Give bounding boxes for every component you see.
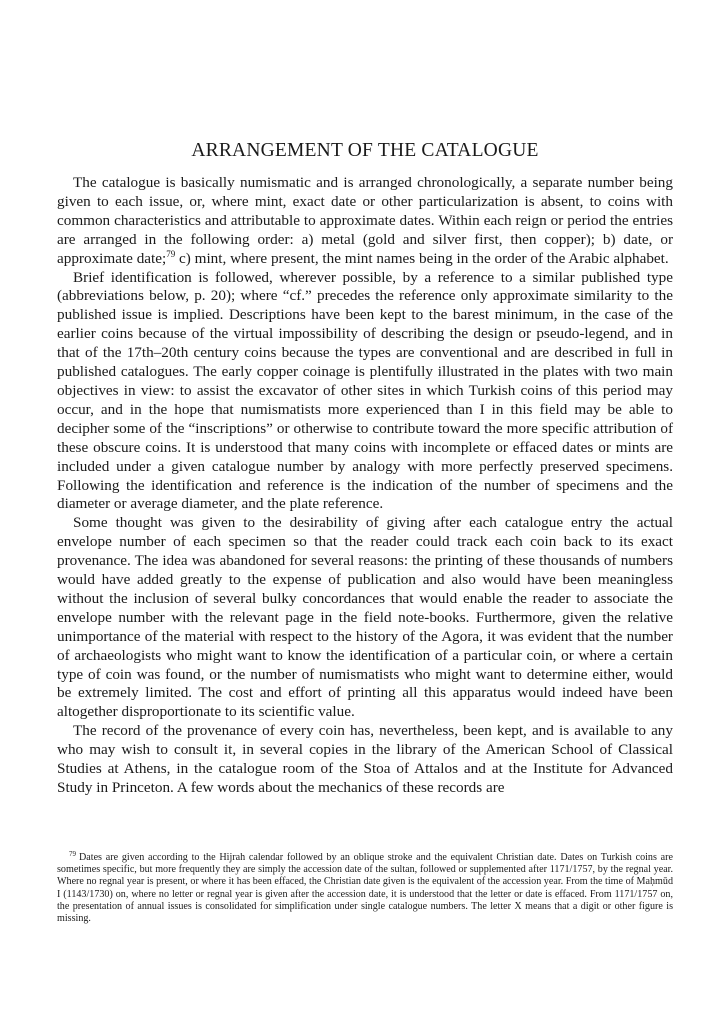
paragraph-1 <box>57 174 673 269</box>
footnote <box>57 849 673 925</box>
paragraph-4: The record of the provenance of every coin has, nevertheless, been kept, and is available to any who may wish to consult it, in several copies in the library of the American School of Classical Studies at Athens, in the catalogue room of the Stoa of Attalos and at the Institute for Advanced Study in Princeton. A few words about the mechanics of these records are <box>57 722 673 796</box>
paragraph-3: Some thought was given to the desirability of giving after each catalogue entry the actual envelope number of each specimen so that the reader could track each coin back to its exact provenance. The idea was abandoned for several reasons: the printing of these thousands of numbers would have added greatly to the expense of publication and also would have been meaningless without the inclusion of several bulky concordances that would enable the reader to associate the envelope number with the relevant page in the field note-books. Furthermore, given the relative unimportance of the material with respect to the history of the Agora, it was evident that the number of archaeologists who might want to know the identification of a particular coin, or where a certain type of coin was found, or the number of numismatists who might want to determine either, would be extremely limited. The cost and effort of printing all this apparatus would indeed have been altogether disproportionate to its scientific value. <box>57 514 673 721</box>
footnote-reference[interactable]: 79 <box>166 248 176 259</box>
footnotes-section <box>57 849 673 925</box>
footnote-text: Dates are given according to the Hijrah calendar followed by an oblique stroke and the equivalent Christian date. Dates on Turkish coins are sometimes specific, but more frequently they are simply the accession date of the sultan, followed or supplemented after 1171/1757, by the regnal year. Where no regnal year is present, or where it has been effaced, the Christian date given is the equivalent of the accession year. From the time of Maḥmūd I (1143/1730) on, where no letter or regnal year is given after the accession date, it is understood that the letter or date is effaced. From 1171/1757 on, the presentation of annual issues is consolidated for simplification under single catalogue numbers. The letter X means that a digit or other figure is missing. <box>57 852 673 925</box>
paragraph-1-text-b: c) mint, where present, the mint names being in the order of the Arabic alphabet. <box>175 249 669 267</box>
paragraph-1-text-a: The catalogue is basically numismatic and is arranged chronologically, a separate number being given to each issue, or, where mint, exact date or other particularization is absent, to coins with common characteristics and attributable to approximate dates. Within each reign or period the entries are arranged in the following order: a) metal (gold and silver first, then copper); b) date, or approximate date; <box>57 174 673 267</box>
footnote-mark: 79 <box>69 849 76 858</box>
page-title: ARRANGEMENT OF THE CATALOGUE <box>191 140 539 161</box>
paragraph-2: Brief identification is followed, wherever possible, by a reference to a similar published type (abbreviations below, p. 20); where “cf.” precedes the reference only approximate similarity to the published issue is implied. Descriptions have been kept to the barest minimum, in the case of the earlier coins because of the virtual impossibility of describing the design or pseudo-legend, and in that of the 17th–20th century coins because the types are conventional and are described in full in published catalogues. The early copper coinage is plentifully illustrated in the plates with two main objectives in view: to assist the excavator of other sites in which Turkish coins of this period may occur, and in the hope that numismatists more experienced than I in this field may be able to decipher some of the “inscriptions” or otherwise to contribute toward the more specific attribution of these obscure coins. It is understood that many coins with incomplete or effaced dates or mints are included under a given catalogue number by analogy with more perfectly preserved specimens. Following the identification and reference is the indication of the number of specimens and the diameter or average diameter, and the plate reference. <box>57 268 673 513</box>
main-text-block <box>57 140 673 798</box>
